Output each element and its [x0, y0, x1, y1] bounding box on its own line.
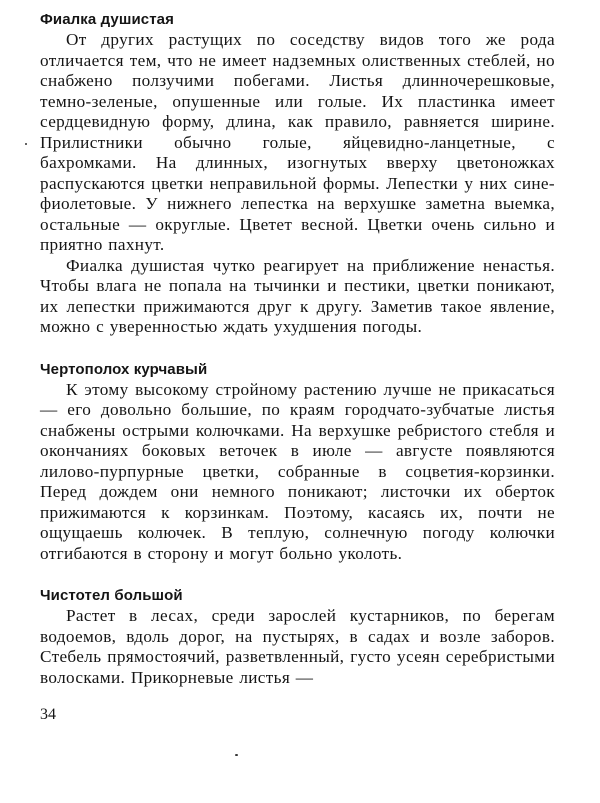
book-page — [40, 10, 555, 688]
scan-speck — [25, 143, 27, 145]
page-number: 34 — [40, 706, 56, 723]
paragraph: От других растущих по соседству видов того же рода отличается тем, что не имеет надземных олиственных стеблей, но снабжено ползучими побегами. Листья длинночерешковые, темно-зеленые, опушенные или голые. Их пластинка имеет сердцевидную форму, длина, как правило, равняется ширине. Прилистники обычно голые, яйцевидно-ланцетные, с бахромками. На длинных, изогнутых вверху цветоножках распускаются цветки неправильной формы. Лепестки у них сине-фиолетовые. У нижнего лепестка на верхушке заметна выемка, остальные — округлые. Цветет весной. Цветки очень сильно и приятно пахнут. — [40, 30, 555, 254]
section-spacer — [40, 564, 555, 586]
section-chistotel — [40, 586, 555, 688]
paragraph: К этому высокому стройному растению лучше не прикасаться — его довольно большие, по краям городчато-зубчатые листья снабжены острыми колючками. На верхушке ребристого стебля и окончаниях боковых веточек в июле — августе появляются лилово-пурпурные цветки, собранные в соцветия-корзинки. Перед дождем они немного поникают; листочки их оберток прижимаются к корзинкам. Поэтому, касаясь их, почти не ощущаешь колючек. В теплую, солнечную погоду колючки отгибаются в сторону и могут больно уколоть. — [40, 379, 555, 563]
section-fialka — [40, 10, 555, 338]
section-heading: Чистотел большой — [40, 587, 183, 604]
scan-speck — [235, 754, 238, 756]
section-heading: Чертополох курчавый — [40, 360, 208, 378]
paragraph: Растет в лесах, среди зарослей кустарников, по берегам водоемов, вдоль дорог, на пустырях, в садах и возле заборов. Стебель прямостоячий, разветвленный, густо усеян серебристыми волосками. Прикорневые листья — — [40, 606, 555, 687]
paragraph: Фиалка душистая чутко реагирует на приближение ненастья. Чтобы влага не попала на тычинки и пестики, цветки поникают, их лепестки прижимаются друг к другу. Заметив такое явление, можно с уверенностью ждать ухудшения погоды. — [40, 255, 555, 336]
section-spacer — [40, 338, 555, 360]
section-heading: Фиалка душистая — [40, 11, 174, 28]
section-chertopolokh — [40, 360, 555, 565]
